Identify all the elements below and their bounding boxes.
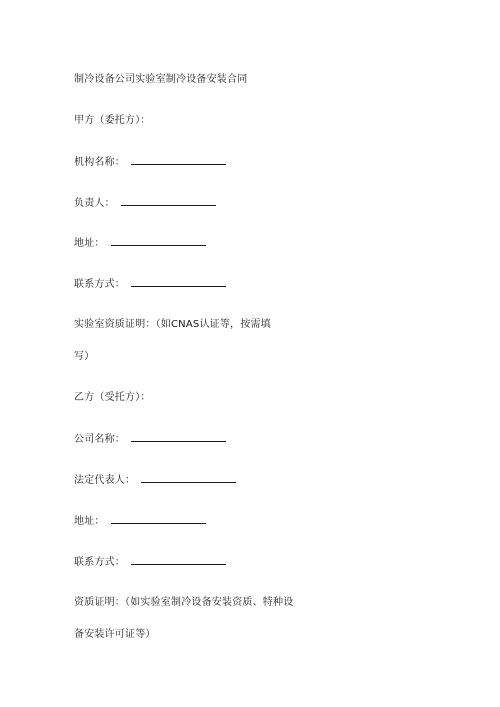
party-b-contact-row bbox=[74, 555, 226, 570]
party-a-address-label: 地址： bbox=[74, 238, 105, 249]
party-b-legal-rep-blank[interactable] bbox=[141, 473, 236, 483]
party-b-contact-label: 联系方式： bbox=[74, 557, 125, 568]
party-a-address-row bbox=[74, 236, 206, 251]
party-a-leader-row bbox=[74, 196, 216, 211]
party-b-address-blank[interactable] bbox=[111, 514, 206, 524]
party-b-contact-blank[interactable] bbox=[131, 555, 226, 565]
party-a-contact-blank[interactable] bbox=[131, 277, 226, 287]
party-b-company-name-label: 公司名称： bbox=[74, 434, 125, 445]
document-title: 制冷设备公司实验室制冷设备安装合同 bbox=[74, 74, 248, 85]
party-b-qualification-line-1: 资质证明：（如实验室制冷设备安装资质、特种设 bbox=[74, 597, 294, 608]
party-a-leader-blank[interactable] bbox=[121, 196, 216, 206]
party-b-heading: 乙方（受托方）： bbox=[74, 392, 151, 403]
party-a-leader-label: 负责人： bbox=[74, 198, 115, 209]
party-a-address-blank[interactable] bbox=[111, 236, 206, 246]
party-a-cert-line-1: 实验室资质证明：（如CNAS认证等，按需填 bbox=[74, 319, 271, 330]
party-b-address-label: 地址： bbox=[74, 516, 105, 527]
party-a-contact-row bbox=[74, 277, 226, 292]
party-b-qualification-line-2: 备安装许可证等） bbox=[74, 629, 156, 640]
party-a-heading: 甲方（委托方）： bbox=[74, 115, 151, 126]
party-b-legal-rep-row bbox=[74, 473, 236, 488]
party-a-cert-line-2: 写） bbox=[74, 351, 95, 362]
party-b-address-row bbox=[74, 514, 206, 529]
party-a-contact-label: 联系方式： bbox=[74, 279, 125, 290]
party-b-legal-rep-label: 法定代表人： bbox=[74, 475, 136, 486]
party-a-org-name-row bbox=[74, 155, 226, 170]
party-b-company-name-row bbox=[74, 432, 226, 447]
party-b-company-name-blank[interactable] bbox=[131, 432, 226, 442]
party-a-org-name-label: 机构名称： bbox=[74, 157, 125, 168]
party-a-org-name-blank[interactable] bbox=[131, 155, 226, 165]
